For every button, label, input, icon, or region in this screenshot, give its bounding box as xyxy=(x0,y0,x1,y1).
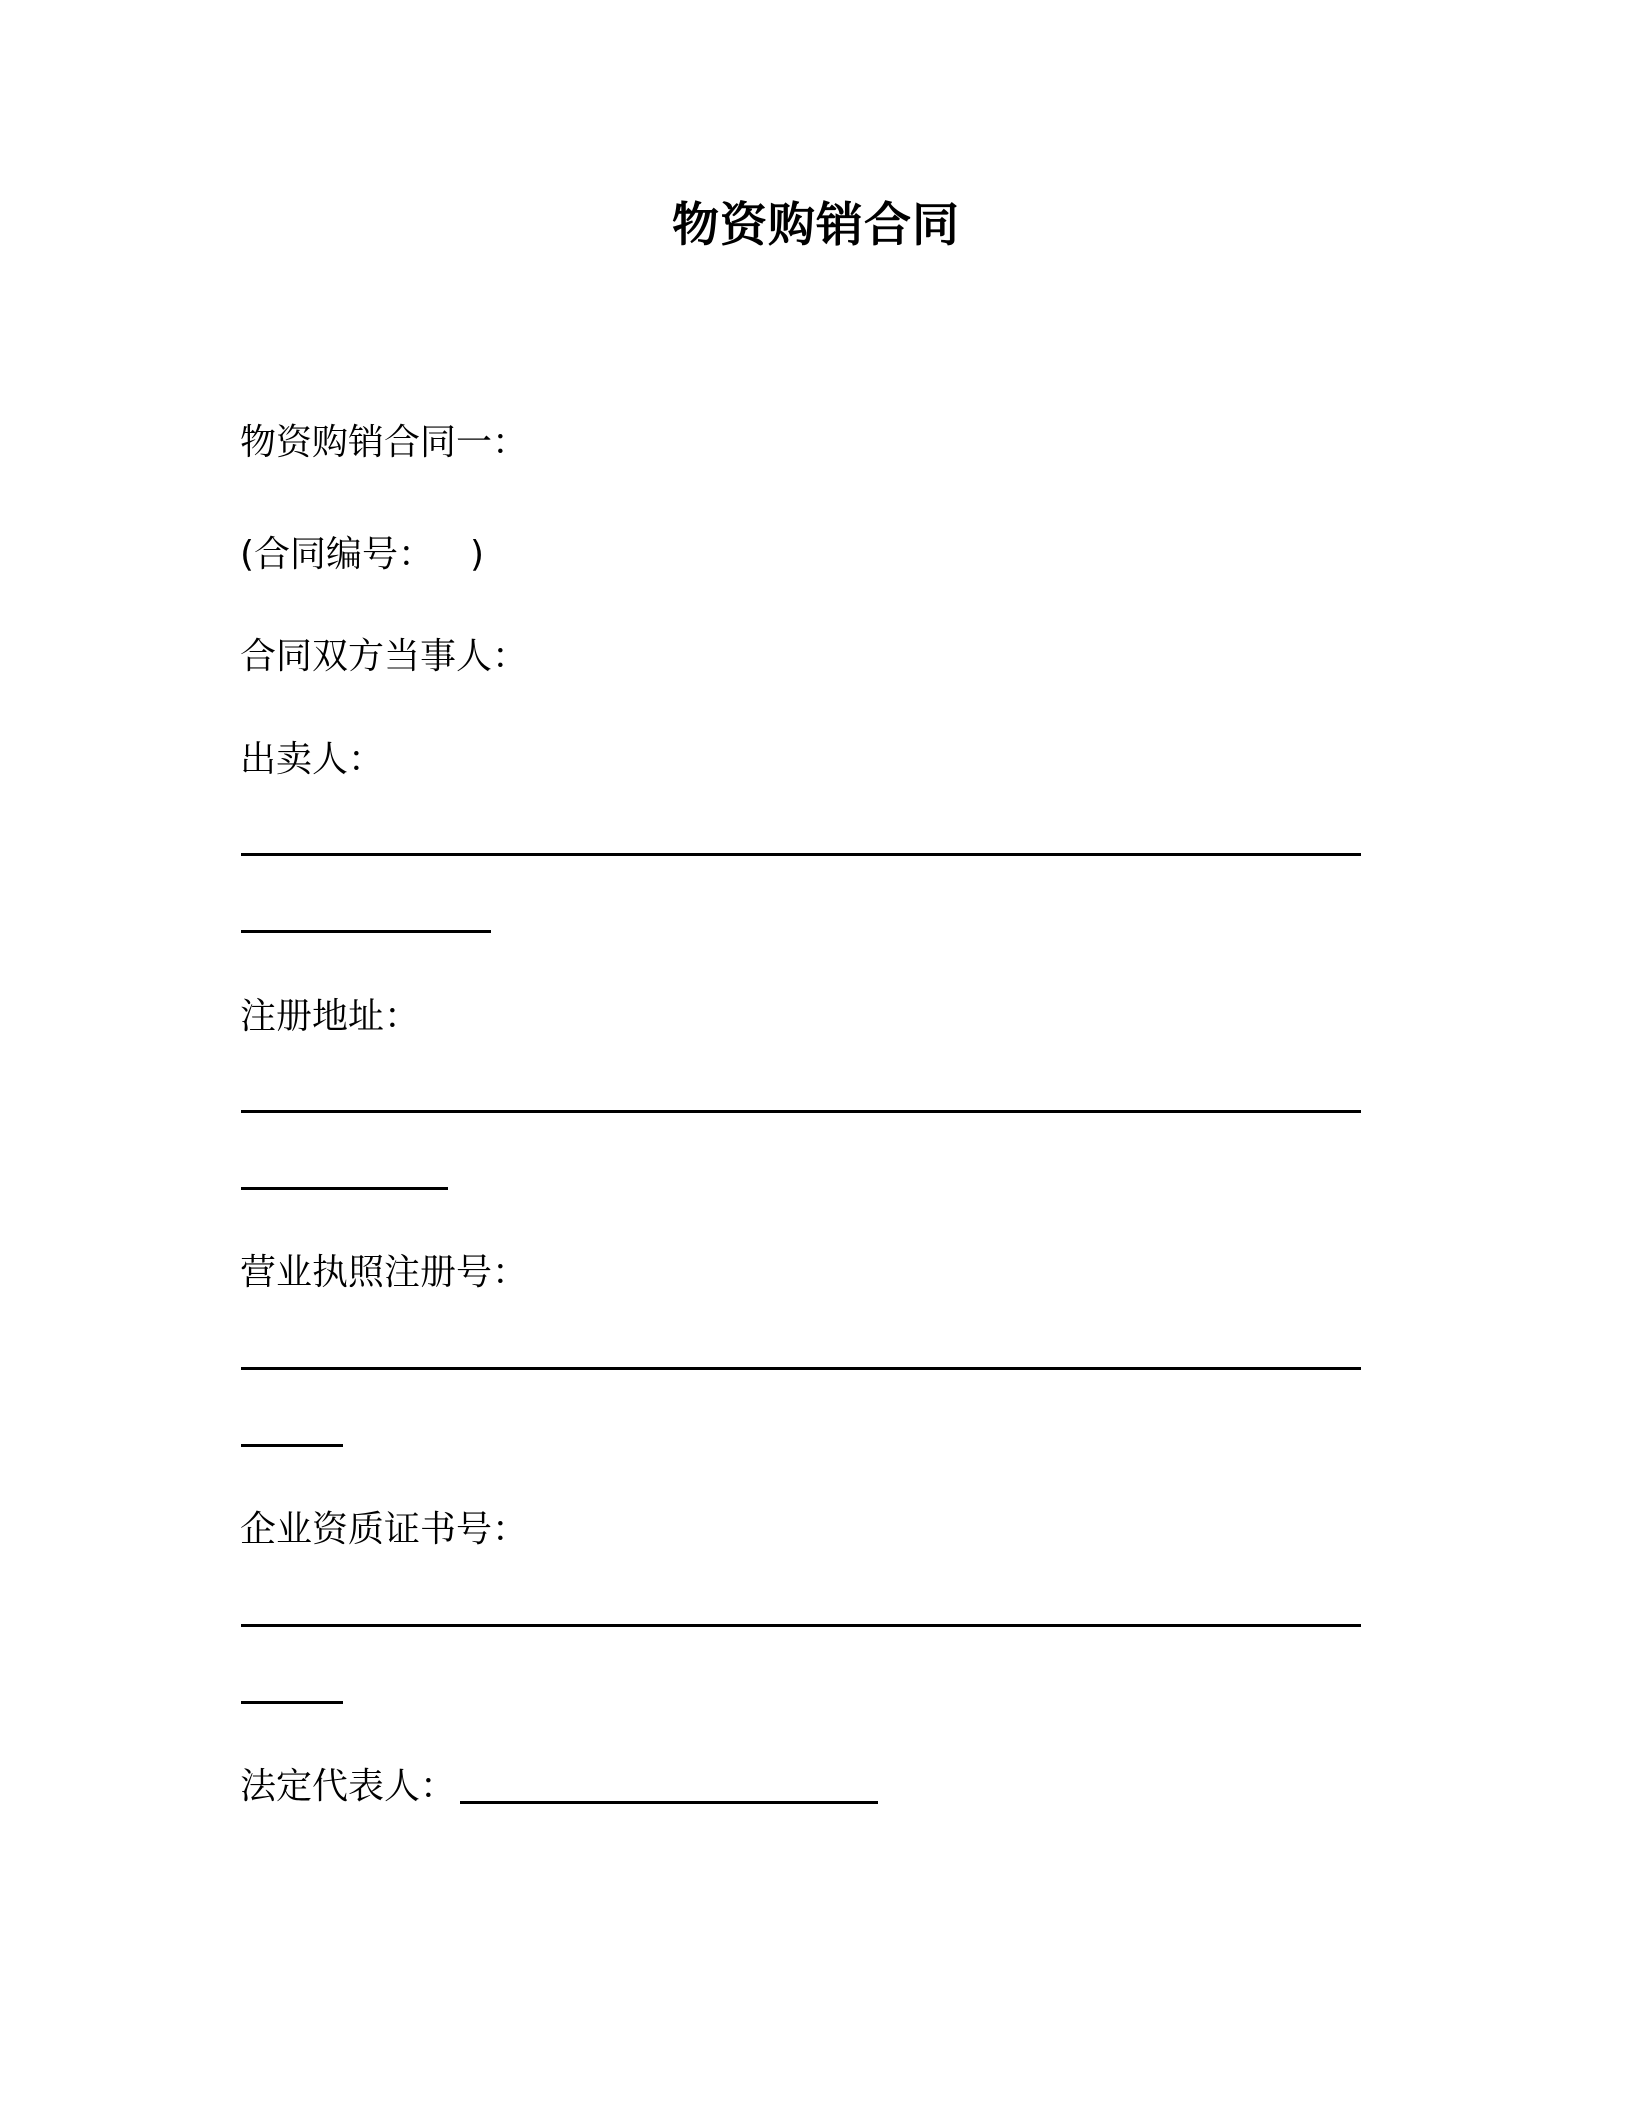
license-label: 营业执照注册号： xyxy=(240,1252,529,1293)
address-fill-line-continued xyxy=(241,1187,448,1190)
seller-fill-line xyxy=(241,853,1361,856)
address-fill-line xyxy=(241,1110,1361,1113)
certificate-label: 企业资质证书号： xyxy=(240,1509,529,1550)
address-label: 注册地址： xyxy=(240,996,421,1037)
contract-number-label: (合同编号： xyxy=(240,534,435,575)
certificate-fill-line xyxy=(241,1624,1361,1627)
legal-rep-fill-line xyxy=(460,1801,878,1804)
legal-rep-line xyxy=(240,1764,878,1810)
license-fill-line-continued xyxy=(241,1444,343,1447)
section-heading: 物资购销合同一： xyxy=(240,422,529,463)
legal-rep-label: 法定代表人： xyxy=(240,1766,457,1807)
seller-fill-line-continued xyxy=(241,930,491,933)
document-title: 物资购销合同 xyxy=(672,198,960,253)
seller-label: 出卖人： xyxy=(240,739,385,780)
certificate-fill-line-continued xyxy=(241,1701,343,1704)
contract-number-line xyxy=(240,532,484,578)
parties-label: 合同双方当事人： xyxy=(240,636,529,677)
license-fill-line xyxy=(241,1367,1361,1370)
contract-number-close: ) xyxy=(470,534,485,575)
